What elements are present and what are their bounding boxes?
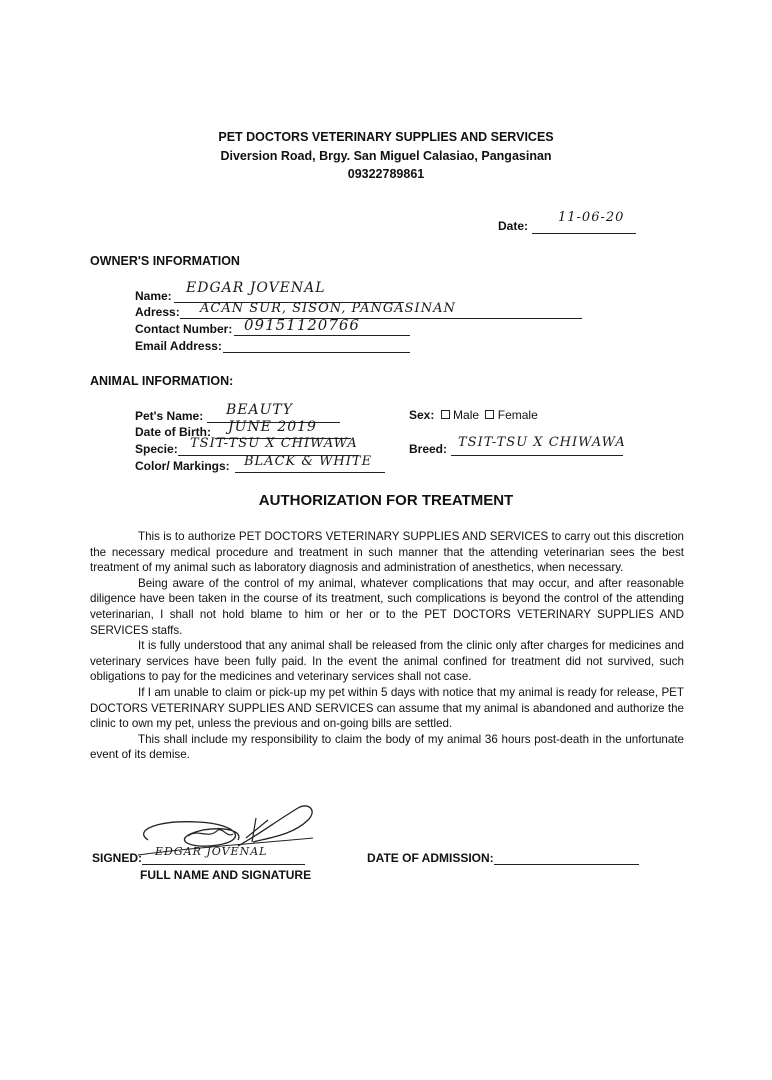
owner-contact-label: Contact Number:	[135, 322, 233, 336]
authorization-body	[90, 529, 684, 763]
color-line	[235, 472, 385, 473]
company-address: Diversion Road, Brgy. San Miguel Calasiao, Pangasinan	[220, 149, 552, 163]
owner-address-label: Adress:	[135, 305, 180, 319]
breed-label: Breed:	[409, 442, 448, 456]
date-line	[532, 233, 636, 234]
authorization-paragraph-2: Being aware of the control of my animal, whatever complications that may occur, and after reasonable diligence have been taken in the course of its treatment, such complications is beyond the control of the attending veterinarian, I shall not hold blame to him or her or to the PET DOCTORS VETERINARY SUPPLIES AND SERVICES staffs.	[90, 576, 684, 637]
authorization-paragraph-5: This shall include my responsibility to claim the body of my animal 36 hours post-death in the unfortunate event of its demise.	[90, 732, 684, 762]
breed-value: TSIT-TSU X CHIWAWA	[458, 435, 626, 450]
signature-caption: FULL NAME AND SIGNATURE	[140, 868, 312, 882]
signed-label: SIGNED:	[92, 851, 143, 865]
owner-address-line	[180, 318, 582, 319]
sex-female-checkbox[interactable]	[485, 410, 494, 419]
pet-name-label: Pet's Name:	[135, 409, 204, 423]
company-name: PET DOCTORS VETERINARY SUPPLIES AND SERVICES	[218, 130, 554, 144]
animal-section-title: ANIMAL INFORMATION:	[90, 374, 234, 388]
color-label: Color/ Markings:	[135, 459, 230, 473]
signature-scribble	[128, 800, 328, 870]
authorization-title: AUTHORIZATION FOR TREATMENT	[258, 492, 514, 509]
sex-male-checkbox[interactable]	[441, 410, 450, 419]
sex-label: Sex:	[409, 408, 435, 422]
owner-section-title: OWNER'S INFORMATION	[90, 254, 240, 268]
date-label: Date:	[498, 219, 529, 233]
authorization-paragraph-4: If I am unable to claim or pick-up my pet within 5 days with notice that my animal is ready for release, PET DOCTORS VETERINARY SUPPLIES AND SERVICES can assume that my animal is abandoned and authorize the clinic to own my pet, unless the previous and on-going bills are settled.	[90, 685, 684, 731]
owner-address-value: ACAN SUR, SISON, PANGASINAN	[200, 301, 456, 316]
sex-male-label: Male	[453, 408, 480, 422]
signed-value: EDGAR JOVENAL	[155, 845, 268, 858]
owner-email-label: Email Address:	[135, 339, 222, 353]
owner-name-label: Name:	[135, 289, 172, 303]
sex-female-label: Female	[497, 408, 538, 422]
owner-contact-value: 09151120766	[244, 316, 360, 334]
owner-email-line	[223, 352, 410, 353]
specie-value: TSIT-TSU X CHIWAWA	[190, 436, 358, 451]
sex-field	[409, 408, 538, 422]
breed-line	[451, 455, 623, 456]
company-phone: 09322789861	[347, 167, 425, 181]
owner-name-value: EDGAR JOVENAL	[186, 280, 326, 296]
authorization-paragraph-3: It is fully understood that any animal shall be released from the clinic only after charges for medicines and veterinary services have been fully paid. In the event the animal confined for treatment did not survived, such obligations to pay for the medicines and veterinary services shall not case.	[90, 639, 684, 684]
owner-contact-line	[234, 335, 410, 336]
date-value: 11-06-20	[558, 210, 625, 225]
admission-label: DATE OF ADMISSION:	[367, 851, 494, 865]
specie-label: Specie:	[135, 442, 178, 456]
signed-line	[142, 864, 305, 865]
admission-line	[494, 864, 639, 865]
pet-name-value: BEAUTY	[226, 402, 293, 418]
color-value: BLACK & WHITE	[244, 454, 373, 469]
dob-value: JUNE 2019	[228, 419, 317, 435]
authorization-paragraph-1: This is to authorize PET DOCTORS VETERINARY SUPPLIES AND SERVICES to carry out this discretion the necessary medical procedure and treatment in such manner that the attending veterinarian sees the best treatment of my animal such as laboratory diagnosis and administration of anesthetics, when necessary.	[90, 530, 684, 575]
dob-label: Date of Birth:	[135, 425, 211, 439]
